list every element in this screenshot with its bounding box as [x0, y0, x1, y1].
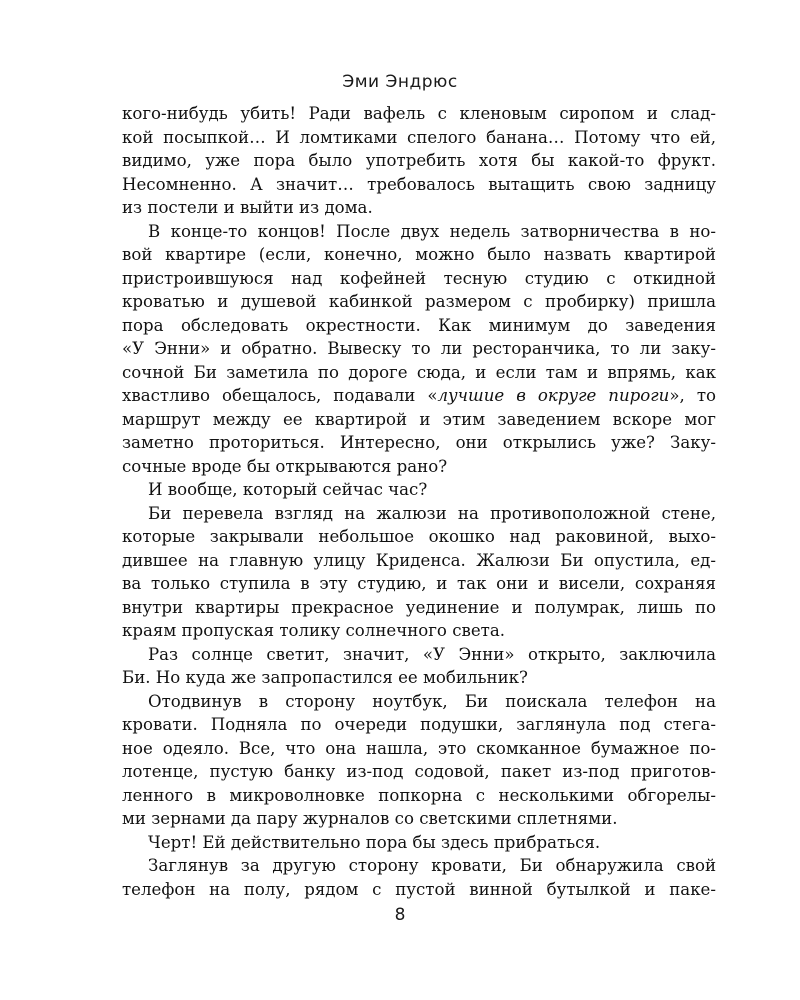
text-line: «У Энни» и обратно. Вывеску то ли ресторанчика, то ли заку-: [122, 339, 716, 358]
text-line: кого-нибудь убить! Ради вафель с кленовым сиропом и слад-: [122, 104, 716, 123]
italic-quote: лучшие в округе пироги: [437, 386, 670, 405]
text-line: Заглянув за другую сторону кровати, Би обнаружила свой: [148, 856, 716, 875]
text-line: видимо, уже пора было употребить хотя бы какой-то фрукт.: [122, 151, 716, 170]
text-line: из постели и выйти из дома.: [122, 198, 373, 217]
text-line: кроватью и душевой кабинкой размером с пробирку) пришла: [122, 292, 716, 311]
text-line: пора обследовать окрестности. Как минимум до заведения: [122, 315, 716, 335]
text-line: ва только ступила в эту студию, и так они и висели, сохраняя: [122, 574, 716, 593]
text-line: Би. Но куда же запропастился ее мобильник?: [122, 668, 528, 687]
running-head-author: Эми Эндрюс: [342, 72, 458, 92]
text-fragment: », то: [669, 386, 716, 405]
text-line: пристроившуюся над кофейней тесную студию с откидной: [122, 268, 716, 288]
text-line: Раз солнце светит, значит, «У Энни» открыто, заключила: [148, 644, 716, 664]
text-fragment: хвастливо обещалось, подавали «: [122, 386, 438, 405]
text-line: ленного в микроволновке попкорна с несколькими обгорелы-: [122, 785, 716, 805]
text-line: Несомненно. А значит… требовалось вытащить свою задницу: [122, 174, 716, 194]
text-line-with-quote: [122, 384, 716, 408]
text-line: краям пропуская толику солнечного света.: [122, 621, 506, 640]
text-line: дившее на главную улицу Криденса. Жалюзи Би опустила, ед-: [122, 550, 716, 570]
text-line: которые закрывали небольшое окошко над раковиной, выхо-: [122, 527, 716, 546]
text-line: кой посыпкой… И ломтиками спелого банана… Потому что ей,: [122, 127, 716, 147]
text-line: заметно проториться. Интересно, они открылись уже? Заку-: [122, 433, 716, 452]
text-line: сочные вроде бы открываются рано?: [122, 456, 448, 476]
text-line: Отодвинув в сторону ноутбук, Би поискала телефон на: [148, 691, 716, 711]
text-line: лотенце, пустую банку из-под содовой, пакет из-под приготов-: [122, 762, 716, 781]
body-text: [122, 102, 716, 901]
text-line: сочной Би заметила по дороге сюда, и если там и впрямь, как: [122, 362, 716, 382]
text-line: Би перевела взгляд на жалюзи на противоположной стене,: [148, 503, 716, 523]
page-number: 8: [394, 905, 406, 925]
text-line: Черт! Ей действительно пора бы здесь прибраться.: [148, 832, 601, 852]
text-line: внутри квартиры прекрасное уединение и полумрак, лишь по: [122, 597, 716, 617]
text-line: В конце-то концов! После двух недель затворничества в но-: [148, 221, 716, 241]
text-line: телефон на полу, рядом с пустой винной бутылкой и паке-: [122, 879, 716, 899]
text-line: И вообще, который сейчас час?: [148, 480, 428, 499]
text-line: маршрут между ее квартирой и этим заведением вскоре мог: [122, 409, 716, 429]
text-line: ми зернами да пару журналов со светскими сплетнями.: [122, 809, 618, 828]
text-line: кровати. Подняла по очереди подушки, заглянула под стега-: [122, 715, 716, 734]
text-line: вой квартире (если, конечно, можно было назвать квартирой: [122, 245, 716, 264]
text-line: ное одеяло. Все, что она нашла, это скомканное бумажное по-: [122, 738, 716, 758]
